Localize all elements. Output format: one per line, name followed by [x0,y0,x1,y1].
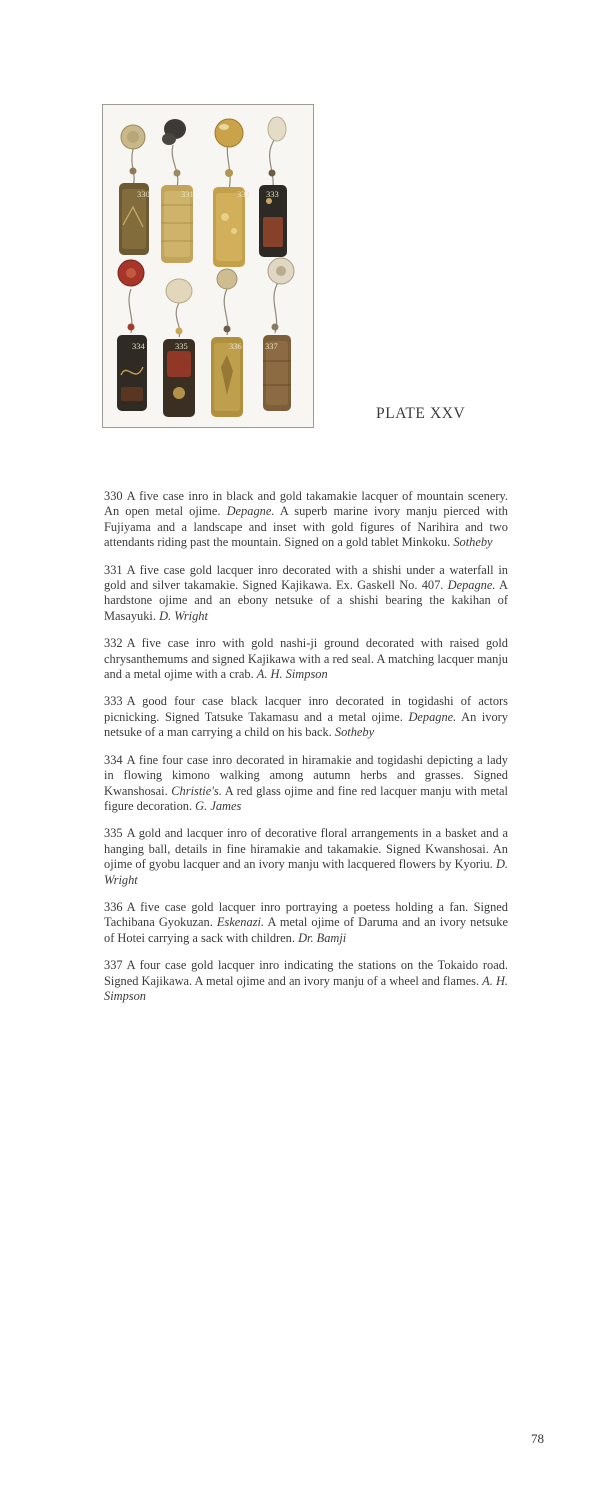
entry-text: A metal ojime of Daruma and an ivory netsuke of Hotei carrying a sack with children. [104,915,508,945]
entry-number: 335 [104,826,123,841]
entry-source: D. Wright [104,857,508,887]
entry-source: Eskenazi. [216,915,265,930]
entry-text: A good four case black lacquer inro decorated in togidashi of actors picnicking. Signed Tatsuke Takamasu and a metal ojime. [104,694,508,724]
netsuke-333 [268,117,286,141]
entry-number: 337 [104,958,123,973]
plate-label-335: 335 [175,341,188,351]
plate-label-337: 337 [265,341,278,351]
netsuke-332 [215,119,243,147]
entry-text: A gold and lacquer inro of decorative floral arrangements in a basket and a hanging ball, details in fine hiramakie and takamakie. Signed Kwanshosai. An ojime of gyobu lacquer and an ivory manju with lacquered flowers by Kyoriu. [104,826,508,872]
catalogue-entry [104,900,508,946]
entry-text: A fine four case inro decorated in hiramakie and togidashi depicting a lady in flowing kimono walking among autumn herbs and grasses. Signed Kwanshosai. [104,752,508,798]
entry-source: Christie's. [171,783,222,798]
catalogue-entry [104,636,508,682]
plate-title: PLATE XXV [376,405,466,422]
page-number: 78 [531,1431,544,1446]
entry-source: Depagne. [408,709,457,724]
catalogue-entries [104,489,508,1016]
entry-text: A five case gold lacquer inro portraying a poetess holding a fan. Signed Tachibana Gyokuzan. [104,899,508,930]
catalogue-entry [104,826,508,888]
entry-text: A superb marine ivory manju pierced with Fujiyama and a landscape and inset with gold figures of Narihira and two attendants riding past the mountain. Signed on a gold tablet Minkoku. [104,504,508,550]
plate-label-333: 333 [266,189,279,199]
plate-label-332: 332 [237,189,250,199]
netsuke-335 [166,279,192,303]
entry-text: A four case gold lacquer inro indicating the stations on the Tokaido road. Signed Kajikawa. A metal ojime and an ivory manju of a wheel and flames. [104,958,508,988]
entry-text: A five case inro with gold nashi-ji ground decorated with raised gold chrysanthemums and signed Kajikawa with a red seal. A matching lacquer manju and a metal ojime with a crab. [104,636,508,682]
entry-number: 331 [104,562,123,577]
entry-number: 333 [104,694,123,709]
entry-source: Sotheby [453,535,493,550]
catalogue-entry [104,694,508,740]
entry-source: D. Wright [159,608,208,623]
entry-text: A five case inro in black and gold takamakie lacquer of mountain scenery. An open metal ojime. [104,489,508,519]
entry-source: Dr. Bamji [298,930,347,945]
entry-text: A red glass ojime and fine red lacquer manju with metal figure decoration. [104,783,508,813]
plate-image [102,104,314,428]
entry-text: A hardstone ojime and an ebony netsuke of a shishi bearing the kakihan of Masayuki. [104,578,508,623]
entry-number: 330 [104,489,123,503]
entry-text: A five case gold lacquer inro decorated with a shishi under a waterfall in gold and silver takamakie. Signed Kajikawa. Ex. Gaskell No. 407. [104,562,508,593]
entry-source: G. James [195,798,242,813]
entry-source: A. H. Simpson [256,667,328,682]
entry-number: 334 [104,752,123,767]
entry-source: Sotheby [334,725,375,740]
catalogue-entry [104,753,508,815]
entry-text: An ivory netsuke of a man carrying a child on his back. [104,709,509,740]
plate-label-334: 334 [132,341,145,351]
plate-label-331: 331 [181,189,194,199]
entry-source: Depagne. [226,504,275,519]
catalogue-entry [104,958,508,1004]
entry-source: A. H. Simpson [104,973,509,1003]
plate-label-330: 330 [137,189,150,199]
netsuke-336 [217,269,237,289]
entry-source: Depagne. [447,578,496,593]
catalogue-entry [104,489,508,551]
entry-number: 336 [104,899,123,914]
inro-illustration [103,105,313,427]
plate-label-336: 336 [229,341,242,351]
entry-number: 332 [104,636,123,651]
catalogue-entry [104,563,508,625]
